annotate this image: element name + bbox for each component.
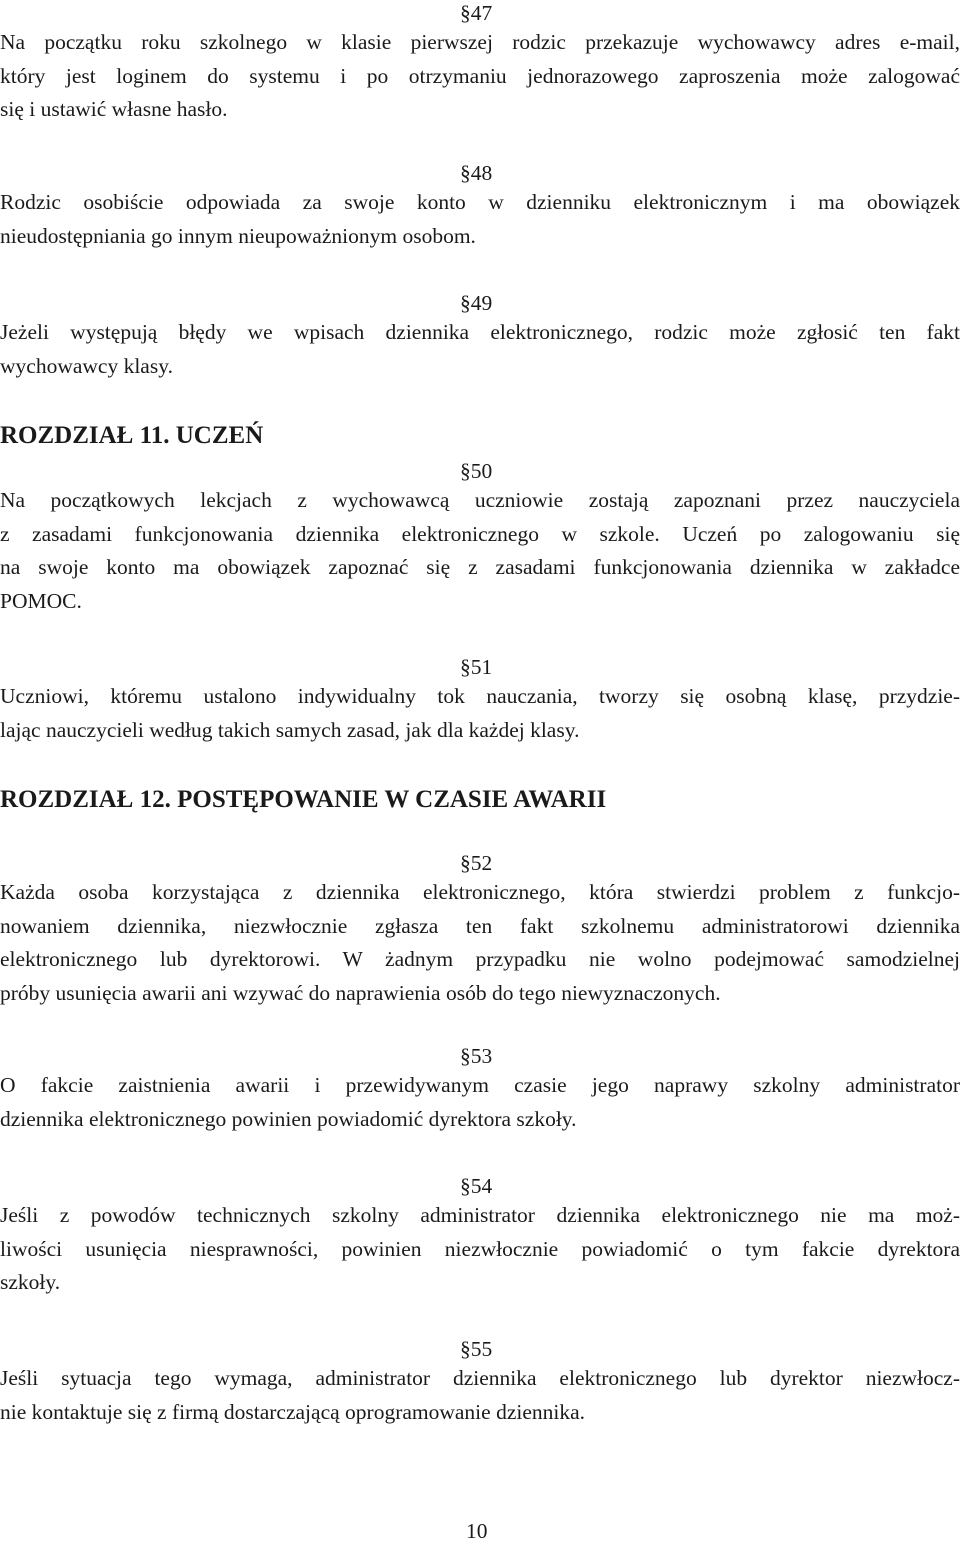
paragraph-51-text (0, 680, 960, 747)
text-line: nie kontaktuje się z firmą dostarczającą oprogramowanie dziennika. (0, 1399, 586, 1424)
text-line: Uczniowi, któremu ustalono indywidualny tok nauczania, tworzy się osobną klasę, przydzie- (0, 684, 960, 708)
text-line: się i ustawić własne hasło. (0, 97, 228, 121)
text-line: O fakcie zaistnienia awarii i przewidywanym czasie jego naprawy szkolny administrator (0, 1073, 960, 1097)
paragraph-55-text (0, 1362, 960, 1429)
text-line: Jeśli sytuacja tego wymaga, administrator dziennika elektronicznego lub dyrektor niezwłocz- (0, 1366, 960, 1390)
text-line: lając nauczycieli według takich samych zasad, jak dla każdej klasy. (0, 717, 580, 742)
text-line: z zasadami funkcjonowania dziennika elektronicznego w szkole. Uczeń po zalogowaniu się (0, 521, 960, 546)
paragraph-number-49: §49 (460, 291, 493, 315)
paragraph-52-text (0, 876, 960, 1010)
text-line: Jeżeli występują błędy we wpisach dziennika elektronicznego, rodzic może zgłosić ten fakt (0, 320, 960, 344)
paragraph-53-text (0, 1069, 960, 1136)
text-line: liwości usunięcia niesprawności, powinien niezwłocznie powiadomić o tym fakcie dyrektora (0, 1236, 960, 1261)
text-line: próby usunięcia awarii ani wzywać do naprawienia osób do tego niewyznaczonych. (0, 980, 721, 1005)
text-line: Każda osoba korzystająca z dziennika elektronicznego, która stwierdzi problem z funkcjo- (0, 880, 960, 904)
paragraph-number-52: §52 (460, 851, 493, 875)
text-line: wychowawcy klasy. (0, 353, 173, 378)
paragraph-50-text (0, 484, 960, 618)
text-line: nowaniem dziennika, niezwłocznie zgłasza ten fakt szkolnemu administratorowi dziennika (0, 913, 960, 938)
chapter-heading-12: ROZDZIAŁ 12. POSTĘPOWANIE W CZASIE AWARII (0, 786, 607, 813)
paragraph-number-54: §54 (460, 1174, 493, 1198)
text-line: POMOC. (0, 588, 82, 613)
text-line: Na początkowych lekcjach z wychowawcą uczniowie zostają zapoznani przez nauczyciela (0, 488, 960, 512)
page-number: 10 (466, 1519, 488, 1543)
paragraph-48-text (0, 186, 960, 253)
paragraph-number-50: §50 (460, 459, 493, 483)
paragraph-number-47: §47 (460, 1, 493, 25)
text-line: nieudostępniania go innym nieupoważnionym osobom. (0, 223, 476, 248)
paragraph-54-text (0, 1199, 960, 1300)
paragraph-number-55: §55 (460, 1337, 493, 1361)
text-line: szkoły. (0, 1270, 61, 1294)
chapter-heading-11: ROZDZIAŁ 11. UCZEŃ (0, 422, 264, 449)
text-line: Na początku roku szkolnego w klasie pierwszej rodzic przekazuje wychowawcy adres e-mail, (0, 30, 960, 54)
paragraph-47-text (0, 26, 960, 127)
paragraph-number-53: §53 (460, 1044, 493, 1068)
text-line: dziennika elektronicznego powinien powiadomić dyrektora szkoły. (0, 1106, 577, 1131)
text-line: który jest loginem do systemu i po otrzymaniu jednorazowego zaproszenia może zalogować (0, 63, 960, 88)
text-line: Rodzic osobiście odpowiada za swoje konto w dzienniku elektronicznym i ma obowiązek (0, 190, 960, 214)
text-line: na swoje konto ma obowiązek zapoznać się z zasadami funkcjonowania dziennika w zakładce (0, 555, 960, 579)
text-line: elektronicznego lub dyrektorowi. W żadnym przypadku nie wolno podejmować samodzielnej (0, 947, 960, 971)
paragraph-49-text (0, 316, 960, 383)
text-line: Jeśli z powodów technicznych szkolny administrator dziennika elektronicznego nie ma moż- (0, 1203, 960, 1227)
paragraph-number-51: §51 (460, 655, 493, 679)
paragraph-number-48: §48 (460, 161, 493, 185)
